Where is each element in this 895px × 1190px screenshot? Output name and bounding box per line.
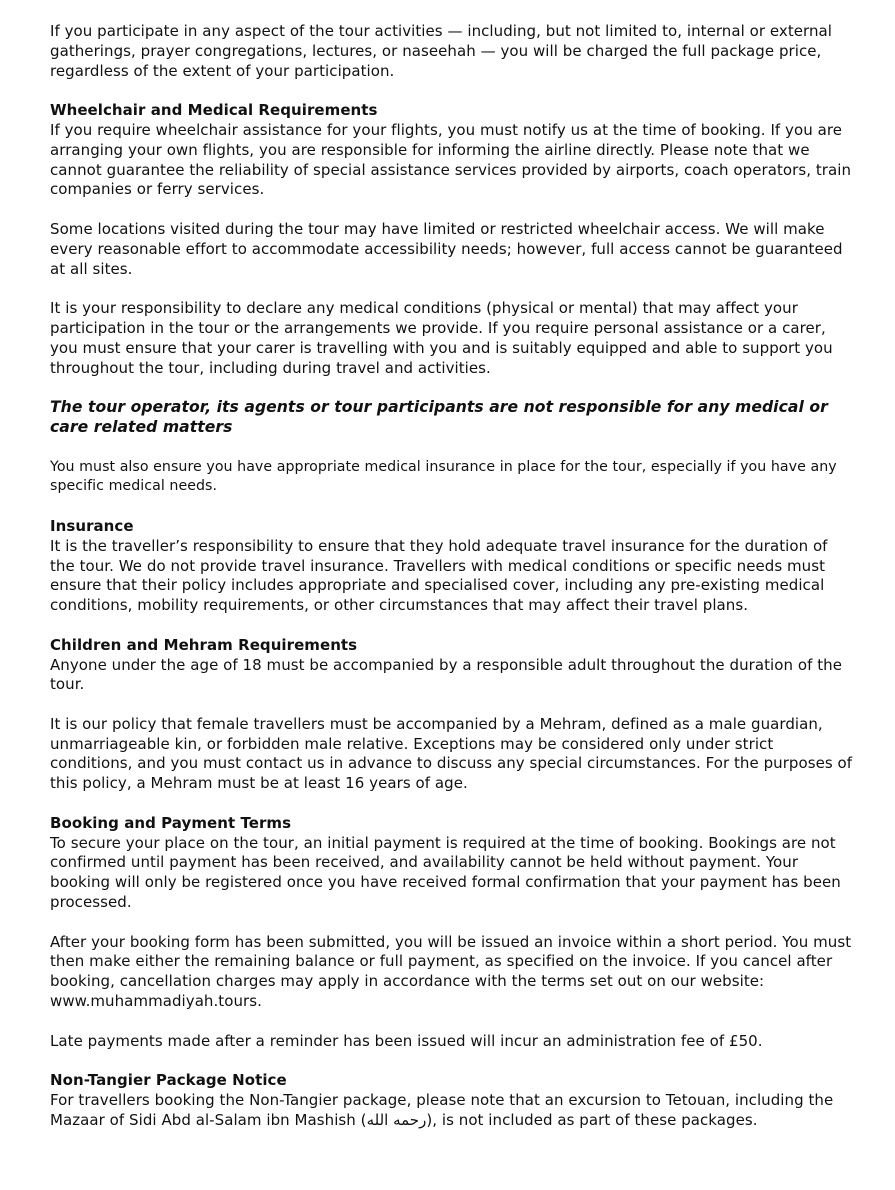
children-paragraph-2: It is our policy that female travellers must be accompanied by a Mehram, defined as a male guardian, unmarriageable kin, or forbidden male relative. Exceptions may be considered only under strict conditions, and you must contact us in advance to discuss any special circumstances. For the purposes of this policy, a Mehram must be at least 16 years of age.	[50, 714, 853, 793]
medical-disclaimer: The tour operator, its agents or tour participants are not responsible for any medical or care related matters	[50, 398, 828, 436]
nontangier-heading: Non-Tangier Package Notice	[50, 1071, 287, 1090]
booking-paragraph-1: To secure your place on the tour, an initial payment is required at the time of booking. Bookings are not confirmed until payment has been received, and availability cannot be held without payment. Your booking will only be registered once you have received formal confirmation that your payment has been processed.	[50, 833, 841, 912]
nontangier-section	[50, 1071, 855, 1130]
booking-paragraph-2: After your booking form has been submitted, you will be issued an invoice within a short period. You must then make either the remaining balance or full payment, as specified on the invoice. If you cancel after booking, cancellation charges may apply in accordance with the terms set out on our website: www.muhammadiyah.tours.	[50, 932, 852, 1011]
wheelchair-paragraph-3: It is your responsibility to declare any medical conditions (physical or mental) that may affect your participation in the tour or the arrangements we provide. If you require personal assistance or a carer, you must ensure that your carer is travelling with you and is suitably equipped and able to support you throughout the tour, including during travel and activities.	[50, 299, 833, 377]
insurance-section	[50, 517, 855, 616]
nontangier-paragraph: For travellers booking the Non-Tangier package, please note that an excursion to Tetouan, including the Mazaar of Sidi Abd al-Salam ibn Mashish (رحمه الله), is not included as part of these packages.	[50, 1091, 834, 1129]
booking-section	[50, 814, 855, 1052]
children-paragraph-1: Anyone under the age of 18 must be accompanied by a responsible adult throughout the duration of the tour.	[50, 655, 842, 694]
medical-insurance-note: You must also ensure you have appropriate medical insurance in place for the tour, especially if you have any specific medical needs.	[50, 458, 837, 495]
wheelchair-paragraph-1: If you require wheelchair assistance for your flights, you must notify us at the time of booking. If you are arranging your own flights, you are responsible for informing the airline directly. Please note that we cannot guarantee the reliability of special assistance services provided by airports, coach operators, train companies or ferry services.	[50, 120, 851, 199]
insurance-paragraph: It is the traveller’s responsibility to ensure that they hold adequate travel insurance for the duration of the tour. We do not provide travel insurance. Travellers with medical conditions or specific needs must ensure that their policy includes appropriate and specialised cover, including any pre-existing medical conditions, mobility requirements, or other circumstances that may affect their travel plans.	[50, 536, 828, 615]
wheelchair-section	[50, 101, 855, 497]
wheelchair-paragraph-2: Some locations visited during the tour may have limited or restricted wheelchair access. We will make every reasonable effort to accommodate accessibility needs; however, full access cannot be guaranteed at all sites.	[50, 219, 843, 278]
document-page	[50, 22, 855, 1150]
children-section	[50, 636, 855, 794]
children-heading: Children and Mehram Requirements	[50, 635, 358, 654]
insurance-heading: Insurance	[50, 516, 134, 535]
intro-paragraph: If you participate in any aspect of the tour activities — including, but not limited to, internal or external gatherings, prayer congregations, lectures, or naseehah — you will be charged the full package price, regardless of the extent of your participation.	[50, 22, 833, 80]
booking-heading: Booking and Payment Terms	[50, 813, 292, 832]
booking-paragraph-3: Late payments made after a reminder has been issued will incur an administration fee of £50.	[50, 1031, 763, 1050]
wheelchair-heading: Wheelchair and Medical Requirements	[50, 101, 378, 120]
